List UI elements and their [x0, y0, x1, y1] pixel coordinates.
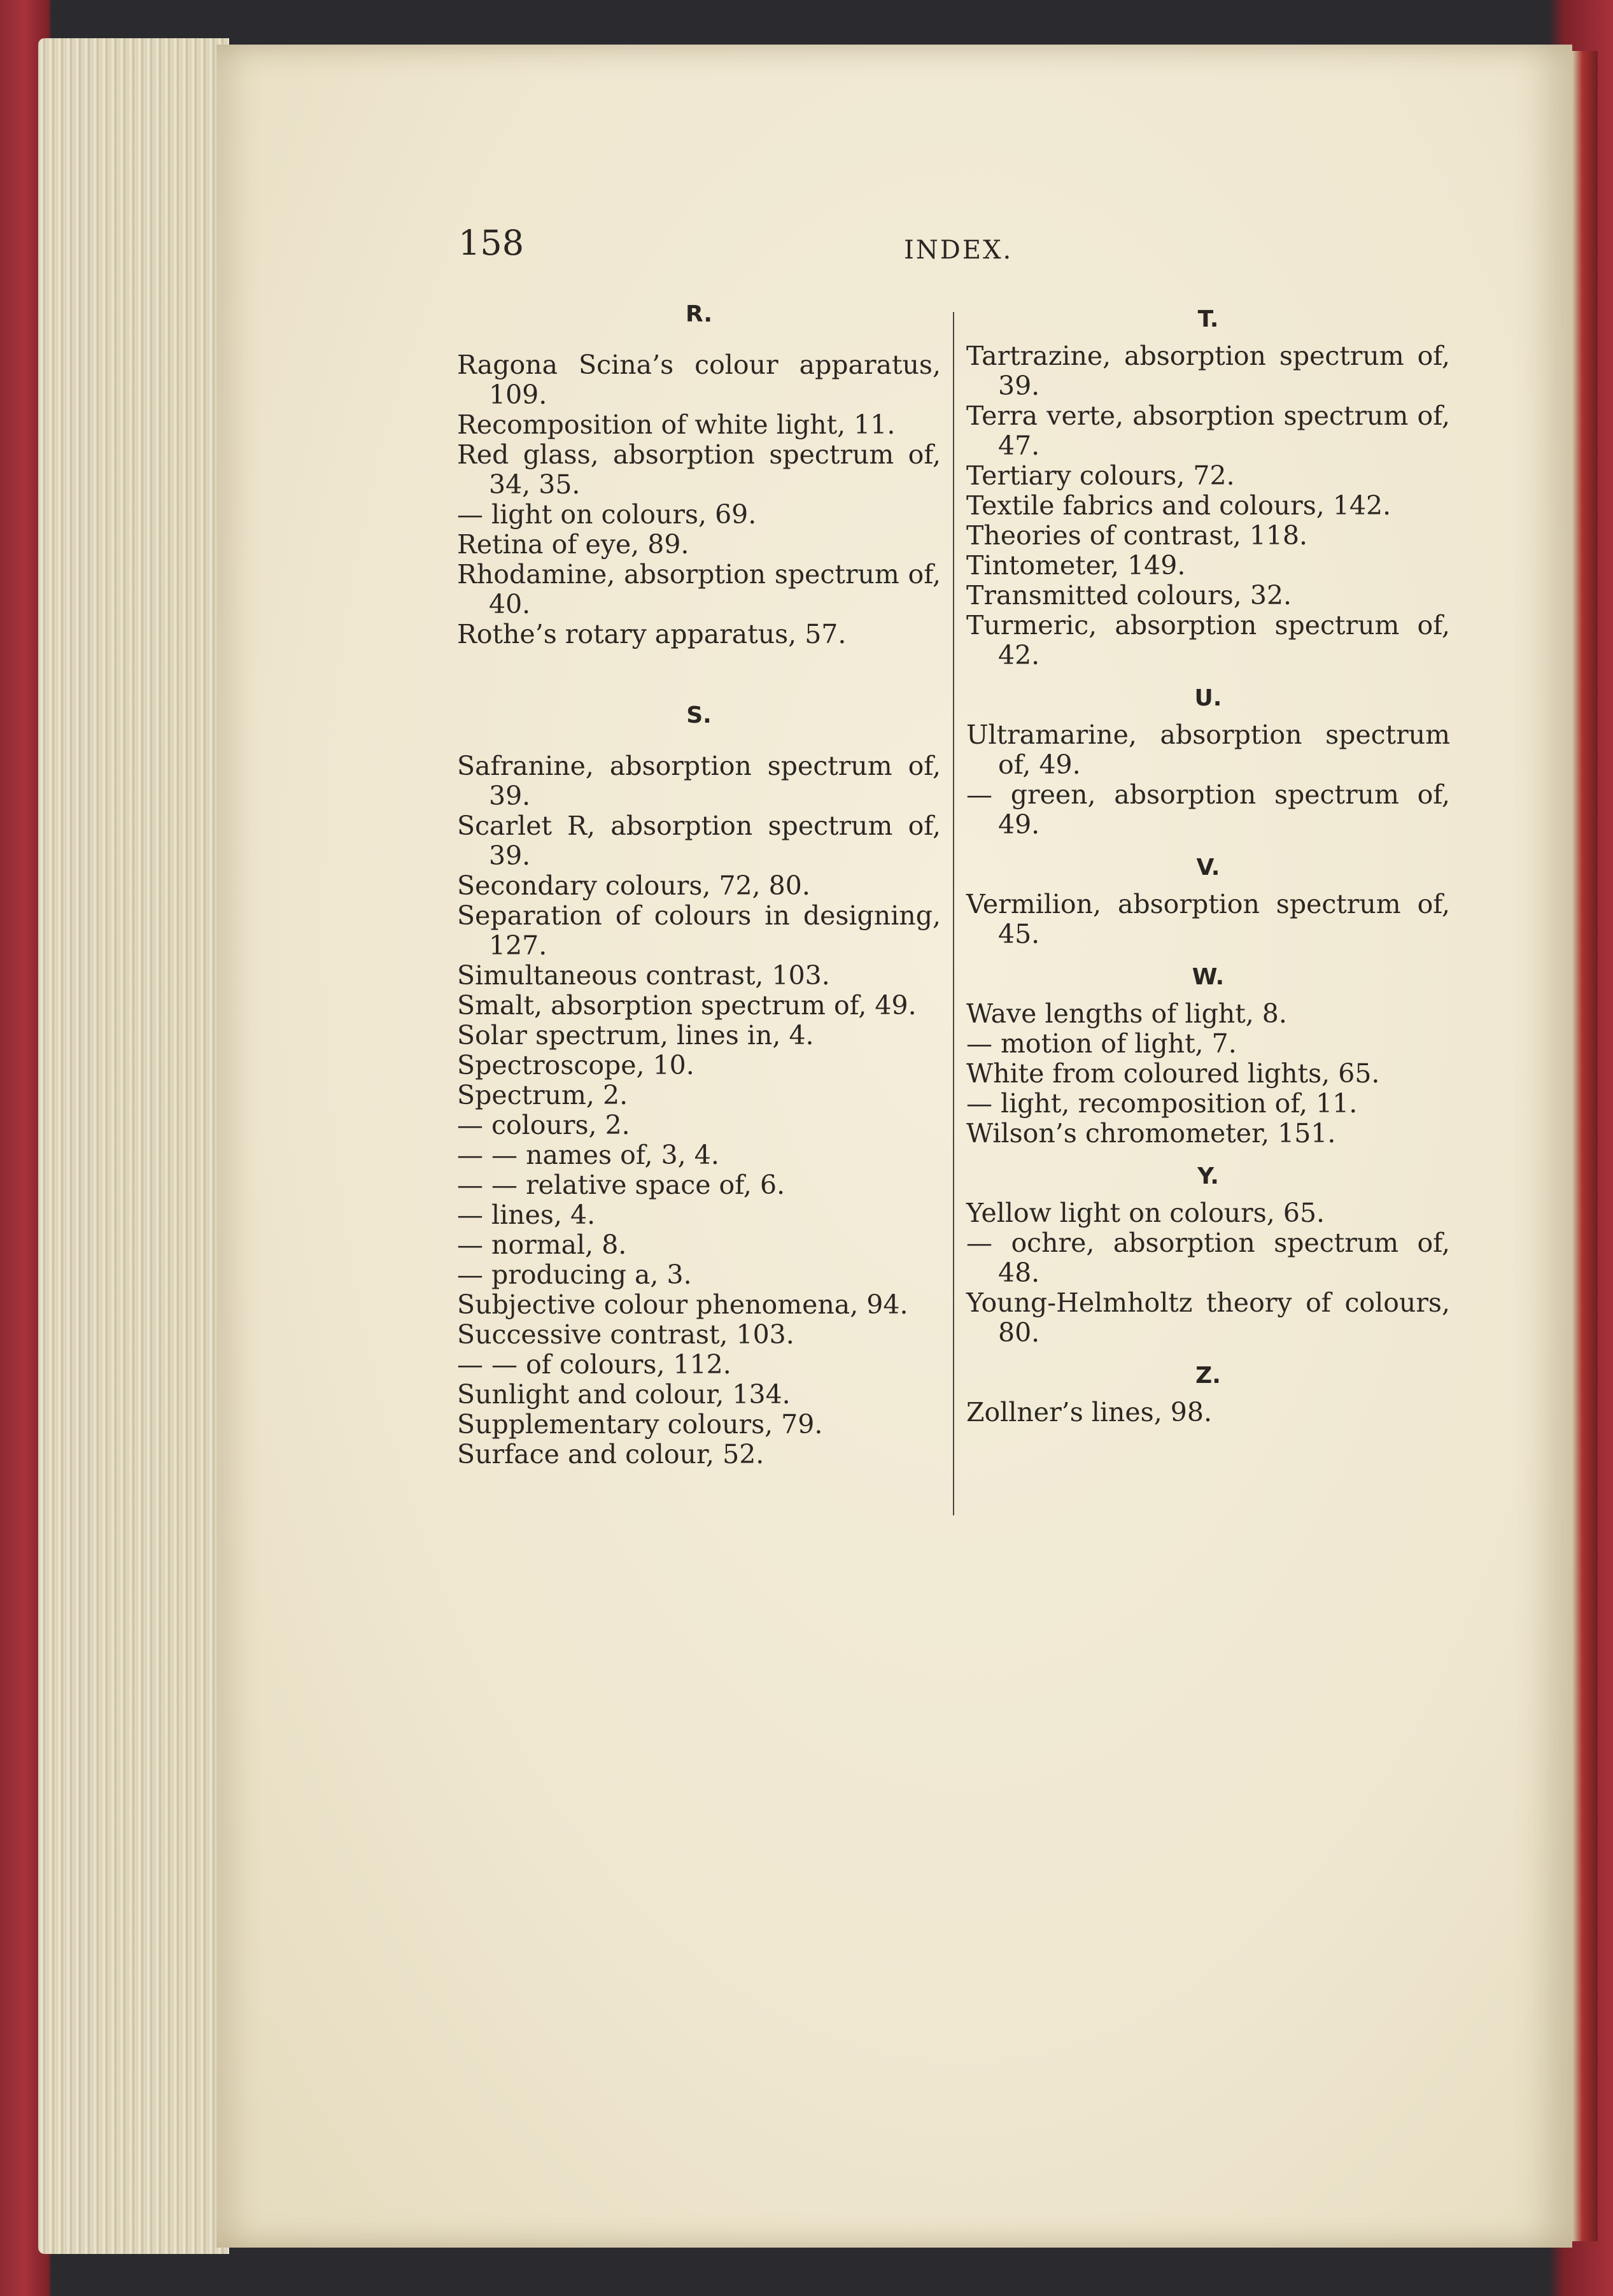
- section-letter: Z.: [1195, 1363, 1221, 1389]
- index-entry: Ragona Scina’s colour apparatus, 109.: [457, 350, 941, 410]
- index-section: [457, 299, 941, 649]
- column-rule: [953, 312, 954, 1515]
- section-letter: T.: [1197, 306, 1219, 332]
- index-entry: Supplementary colours, 79.: [457, 1409, 823, 1440]
- index-entry: Secondary colours, 72, 80.: [457, 870, 810, 901]
- index-entry: — ochre, absorption spectrum of, 48.: [966, 1228, 1450, 1288]
- index-column-right: [966, 299, 1450, 1440]
- index-entry: Spectrum, 2.: [457, 1080, 628, 1110]
- index-entry: Theories of contrast, 118.: [966, 520, 1308, 551]
- index-entry: Textile fabrics and colours, 142.: [966, 490, 1391, 521]
- index-entry: Spectroscope, 10.: [457, 1050, 694, 1081]
- index-section: [457, 700, 941, 1470]
- index-entry: — motion of light, 7.: [966, 1028, 1237, 1059]
- index-section: [966, 853, 1450, 949]
- index-entry: Rhodamine, absorption spectrum of, 40.: [457, 559, 941, 620]
- index-entry: Separation of colours in designing, 127.: [457, 900, 941, 961]
- index-entry: Zollner’s lines, 98.: [966, 1397, 1212, 1428]
- index-entry: — — relative space of, 6.: [457, 1170, 785, 1200]
- index-entry: — colours, 2.: [457, 1110, 630, 1140]
- index-entry: — lines, 4.: [457, 1200, 596, 1230]
- index-entry: Transmitted colours, 32.: [966, 580, 1292, 611]
- index-entry: Tertiary colours, 72.: [966, 460, 1235, 491]
- index-entry: Sunlight and colour, 134.: [457, 1379, 791, 1410]
- index-entry: Tartrazine, absorption spectrum of, 39.: [966, 341, 1450, 401]
- index-entry: Safranine, absorption spectrum of, 39.: [457, 751, 941, 811]
- index-entry: — light on colours, 69.: [457, 499, 757, 530]
- index-entry: Retina of eye, 89.: [457, 529, 689, 560]
- index-section: [966, 962, 1450, 1149]
- index-entry: Recomposition of white light, 11.: [457, 409, 896, 440]
- index-entry: White from coloured lights, 65.: [966, 1058, 1380, 1089]
- page-edges: [38, 38, 229, 2254]
- index-entry: Young-Helmholtz theory of colours, 80.: [966, 1287, 1450, 1348]
- page-gutter: [1572, 51, 1598, 2241]
- index-entry: — — of colours, 112.: [457, 1349, 731, 1380]
- index-entry: Simultaneous contrast, 103.: [457, 960, 830, 991]
- index-entry: Wave lengths of light, 8.: [966, 998, 1287, 1029]
- index-entry: — light, recomposition of, 11.: [966, 1088, 1358, 1119]
- section-letter: U.: [1194, 685, 1222, 711]
- index-entry: Surface and colour, 52.: [457, 1439, 764, 1470]
- index-entry: Turmeric, absorption spectrum of, 42.: [966, 610, 1450, 670]
- index-section: [966, 683, 1450, 840]
- index-entry: Rothe’s rotary apparatus, 57.: [457, 619, 847, 649]
- index-entry: Scarlet R, absorption spectrum of, 39.: [457, 811, 941, 871]
- index-entry: Ultramarine, absorption spectrum of, 49.: [966, 719, 1450, 780]
- section-letter: Y.: [1197, 1163, 1219, 1189]
- section-letter: W.: [1192, 964, 1225, 990]
- index-entry: Red glass, absorption spectrum of, 34, 35.: [457, 439, 941, 500]
- index-entry: Successive contrast, 103.: [457, 1319, 794, 1350]
- index-entry: Terra verte, absorption spectrum of, 47.: [966, 400, 1450, 461]
- index-entry: Smalt, absorption spectrum of, 49.: [457, 990, 917, 1021]
- index-entry: — producing a, 3.: [457, 1259, 692, 1290]
- running-head-title: INDEX.: [904, 236, 1013, 265]
- section-letter: S.: [686, 702, 712, 728]
- section-letter: V.: [1196, 854, 1220, 881]
- index-entry: Wilson’s chromometer, 151.: [966, 1118, 1336, 1149]
- index-section: [966, 304, 1450, 670]
- index-entry: Yellow light on colours, 65.: [966, 1198, 1325, 1228]
- page-number: 158: [458, 223, 525, 263]
- index-entry: Subjective colour phenomena, 94.: [457, 1289, 908, 1320]
- section-letter: R.: [685, 301, 713, 327]
- index-entry: Solar spectrum, lines in, 4.: [457, 1020, 814, 1051]
- index-entry: — — names of, 3, 4.: [457, 1140, 719, 1170]
- index-entry: Tintometer, 149.: [966, 550, 1186, 581]
- running-head: [458, 223, 1031, 274]
- index-section: [966, 1361, 1450, 1428]
- index-entry: — normal, 8.: [457, 1229, 627, 1260]
- index-section: [966, 1161, 1450, 1348]
- index-column-left: [457, 299, 941, 1482]
- index-entry: Vermilion, absorption spectrum of, 45.: [966, 889, 1450, 949]
- index-entry: — green, absorption spectrum of, 49.: [966, 779, 1450, 840]
